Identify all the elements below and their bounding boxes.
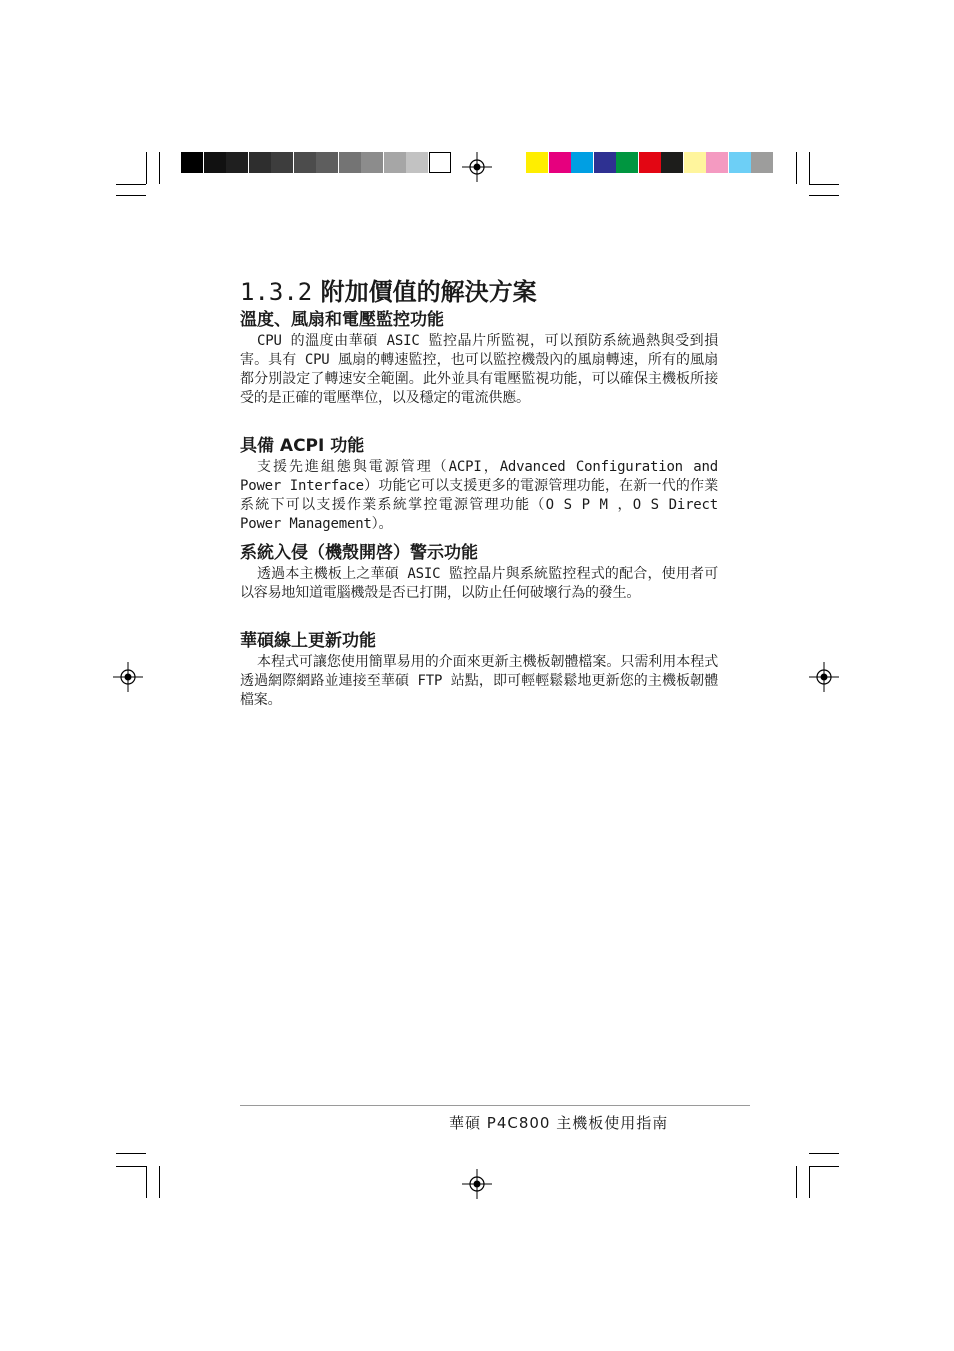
footer-text: 華碩 P4C800 主機板使用指南 (449, 1114, 669, 1132)
subsection-text-acpi: 支援先進組態與電源管理（ACPI，Advanced Configuration and Power Interface）功能它可以支援更多的電源管理功能，在新一代的作業系統下可以支援作業系統掌控電源管理功能（O S P M ，O S Direct Power Management）。 (240, 459, 718, 532)
crop-mark-bottom-left-h2 (116, 1166, 146, 1167)
color-swatch (616, 152, 638, 173)
color-swatch (706, 152, 728, 173)
color-swatch (594, 152, 616, 173)
registration-mark-top-icon (462, 152, 492, 182)
subsection-heading-acpi: 具備 ACPI 功能 (240, 436, 365, 456)
footer-divider (240, 1105, 750, 1106)
gray-swatch (339, 152, 361, 173)
gray-swatch (406, 152, 428, 173)
color-swatch (729, 152, 751, 173)
subsection-heading-live-update: 華碩線上更新功能 (240, 631, 376, 651)
gray-swatch (429, 152, 451, 173)
crop-mark-bottom-right-v2 (809, 1166, 810, 1198)
section-number: 1.3.2 (240, 278, 313, 306)
subsection-heading-intrusion: 系統入侵（機殼開啓）警示功能 (240, 543, 478, 563)
subsection-text-intrusion: 透過本主機板上之華碩 ASIC 監控晶片與系統監控程式的配合，使用者可以容易地知道電腦機殼是否已打開，以防止任何破壞行為的發生。 (240, 566, 718, 601)
crop-mark-bottom-right-v1 (796, 1166, 797, 1198)
registration-mark-left-icon (113, 662, 143, 692)
crop-mark-top-left-v1 (146, 152, 147, 184)
color-swatch (661, 152, 683, 173)
gray-swatch (181, 152, 203, 173)
crop-mark-bottom-left-v1 (146, 1166, 147, 1198)
crop-mark-top-right-h2 (809, 195, 839, 196)
subsection-heading-monitoring: 溫度、風扇和電壓監控功能 (240, 310, 444, 330)
registration-mark-right-icon (809, 662, 839, 692)
gray-swatch (384, 152, 406, 173)
gray-swatch (204, 152, 226, 173)
crop-mark-top-right-h (809, 184, 839, 185)
section-title (240, 272, 537, 307)
gray-swatch (316, 152, 338, 173)
color-swatch (684, 152, 706, 173)
gray-swatch (294, 152, 316, 173)
gray-swatch (226, 152, 248, 173)
crop-mark-top-left-h2 (116, 195, 146, 196)
crop-mark-top-right-v1 (796, 152, 797, 184)
section-title-text: 附加價值的解決方案 (320, 278, 537, 306)
crop-mark-top-right-v2 (809, 152, 810, 184)
gray-swatch (271, 152, 293, 173)
crop-mark-bottom-right-h (809, 1153, 839, 1154)
crop-mark-bottom-left-h (116, 1153, 146, 1154)
color-swatch (639, 152, 661, 173)
crop-mark-top-left-h (116, 184, 146, 185)
registration-mark-bottom-icon (462, 1169, 492, 1199)
subsection-text-monitoring: CPU 的溫度由華碩 ASIC 監控晶片所監視，可以預防系統過熱與受到損害。具有 CPU 風扇的轉速監控，也可以監控機殼內的風扇轉速，所有的風扇都分別設定了轉速安全範圍。此外並具有電壓監視功能，可以確保主機板所接受的是正確的電壓準位，以及穩定的電流供應。 (240, 333, 718, 406)
crop-mark-bottom-right-h2 (809, 1166, 839, 1167)
gray-swatch (361, 152, 383, 173)
color-swatch (526, 152, 548, 173)
color-swatch (751, 152, 773, 173)
color-swatch (549, 152, 571, 173)
color-swatch (571, 152, 593, 173)
crop-mark-top-left-v2 (159, 152, 160, 184)
subsection-text-live-update: 本程式可讓您使用簡單易用的介面來更新主機板韌體檔案。只需利用本程式透過網際網路並連接至華碩 FTP 站點，即可輕輕鬆鬆地更新您的主機板韌體檔案。 (240, 654, 718, 708)
gray-swatch (249, 152, 271, 173)
crop-mark-bottom-left-v2 (159, 1166, 160, 1198)
